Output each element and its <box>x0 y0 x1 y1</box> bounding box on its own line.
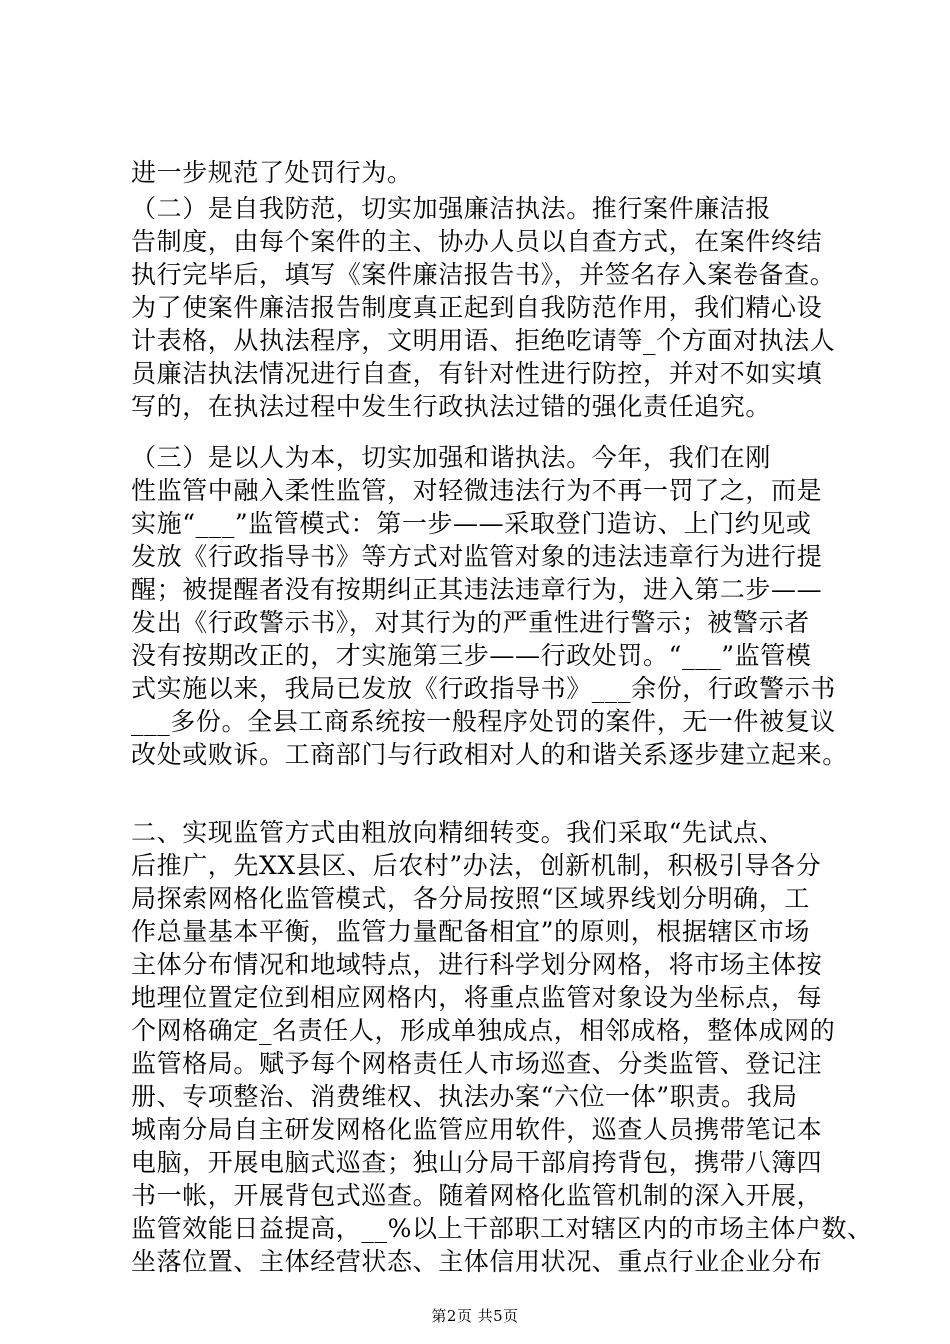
document-line: 没有按期改正的，才实施第三步——行政处罚。“___”监管模 <box>131 641 812 670</box>
document-line: 局探索网格化监管模式，各分局按照“区域界线划分明确，工 <box>131 884 810 913</box>
document-line: 电脑，开展电脑式巡查；独山分局干部肩挎背包，携带八簿四 <box>131 1148 823 1177</box>
document-line: 告制度，由每个案件的主、协办人员以自查方式，在案件终结 <box>131 227 823 256</box>
document-line: 监管效能日益提高，__%以上干部职工对辖区内的市场主体户数、 <box>131 1214 873 1243</box>
document-line: 坐落位置、主体经营状态、主体信用状况、重点行业企业分布 <box>131 1247 823 1276</box>
document-line: 员廉洁执法情况进行自查，有针对性进行防控，并对不如实填 <box>131 359 823 388</box>
document-line: 改处或败诉。工商部门与行政相对人的和谐关系逐步建立起来。 <box>131 740 848 769</box>
document-line: （三）是以人为本，切实加强和谐执法。今年，我们在刚 <box>131 443 772 472</box>
document-line: 性监管中融入柔性监管，对轻微违法行为不再一罚了之，而是 <box>131 476 823 505</box>
document-line: 册、专项整治、消费维权、执法办案“六位一体”职责。我局 <box>131 1082 798 1111</box>
document-line: 地理位置定位到相应网格内，将重点监管对象设为坐标点，每 <box>131 983 823 1012</box>
document-line: 式实施以来，我局已发放《行政指导书》___余份，行政警示书 <box>131 674 836 703</box>
document-line: 后推广，先XX县区、后农村”办法，创新机制，积极引导各分 <box>131 851 822 880</box>
document-line: 为了使案件廉洁报告制度真正起到自我防范作用，我们精心设 <box>131 293 823 322</box>
document-line: 发放《行政指导书》等方式对监管对象的违法违章行为进行提 <box>131 542 823 571</box>
document-line: 发出《行政警示书》，对其行为的严重性进行警示；被警示者 <box>131 608 810 637</box>
document-line: 城南分局自主研发网格化监管应用软件，巡查人员携带笔记本 <box>131 1115 823 1144</box>
document-line: 作总量基本平衡，监管力量配备相宜”的原则，根据辖区市场 <box>131 917 810 946</box>
document-line: 计表格，从执法程序，文明用语、拒绝吃请等_个方面对执法人 <box>131 326 836 355</box>
page-number-footer: 第2页 共5页 <box>431 1307 519 1325</box>
document-line: 实施“___”监管模式：第一步——采取登门造访、上门约见或 <box>131 509 812 538</box>
document-line: 二、实现监管方式由粗放向精细转变。我们采取“先试点、 <box>131 818 785 847</box>
document-line: 主体分布情况和地域特点，进行科学划分网格，将市场主体按 <box>131 950 823 979</box>
document-line: （二）是自我防范，切实加强廉洁执法。推行案件廉洁报 <box>131 194 772 223</box>
document-line: 醒；被提醒者没有按期纠正其违法违章行为，进入第二步—— <box>131 575 823 604</box>
document-line: 写的，在执法过程中发生行政执法过错的强化责任追究。 <box>131 392 772 421</box>
document-line: 书一帐，开展背包式巡查。随着网格化监管机制的深入开展， <box>131 1181 823 1210</box>
document-line: ___多份。全县工商系统按一般程序处罚的案件，无一件被复议 <box>131 707 836 736</box>
document-line: 进一步规范了处罚行为。 <box>131 158 413 187</box>
document-line: 监管格局。赋予每个网格责任人市场巡查、分类监管、登记注 <box>131 1049 823 1078</box>
document-line: 个网格确定_名责任人，形成单独成点，相邻成格，整体成网的 <box>131 1016 836 1045</box>
document-line: 执行完毕后，填写《案件廉洁报告书》，并签名存入案卷备查。 <box>131 260 836 289</box>
